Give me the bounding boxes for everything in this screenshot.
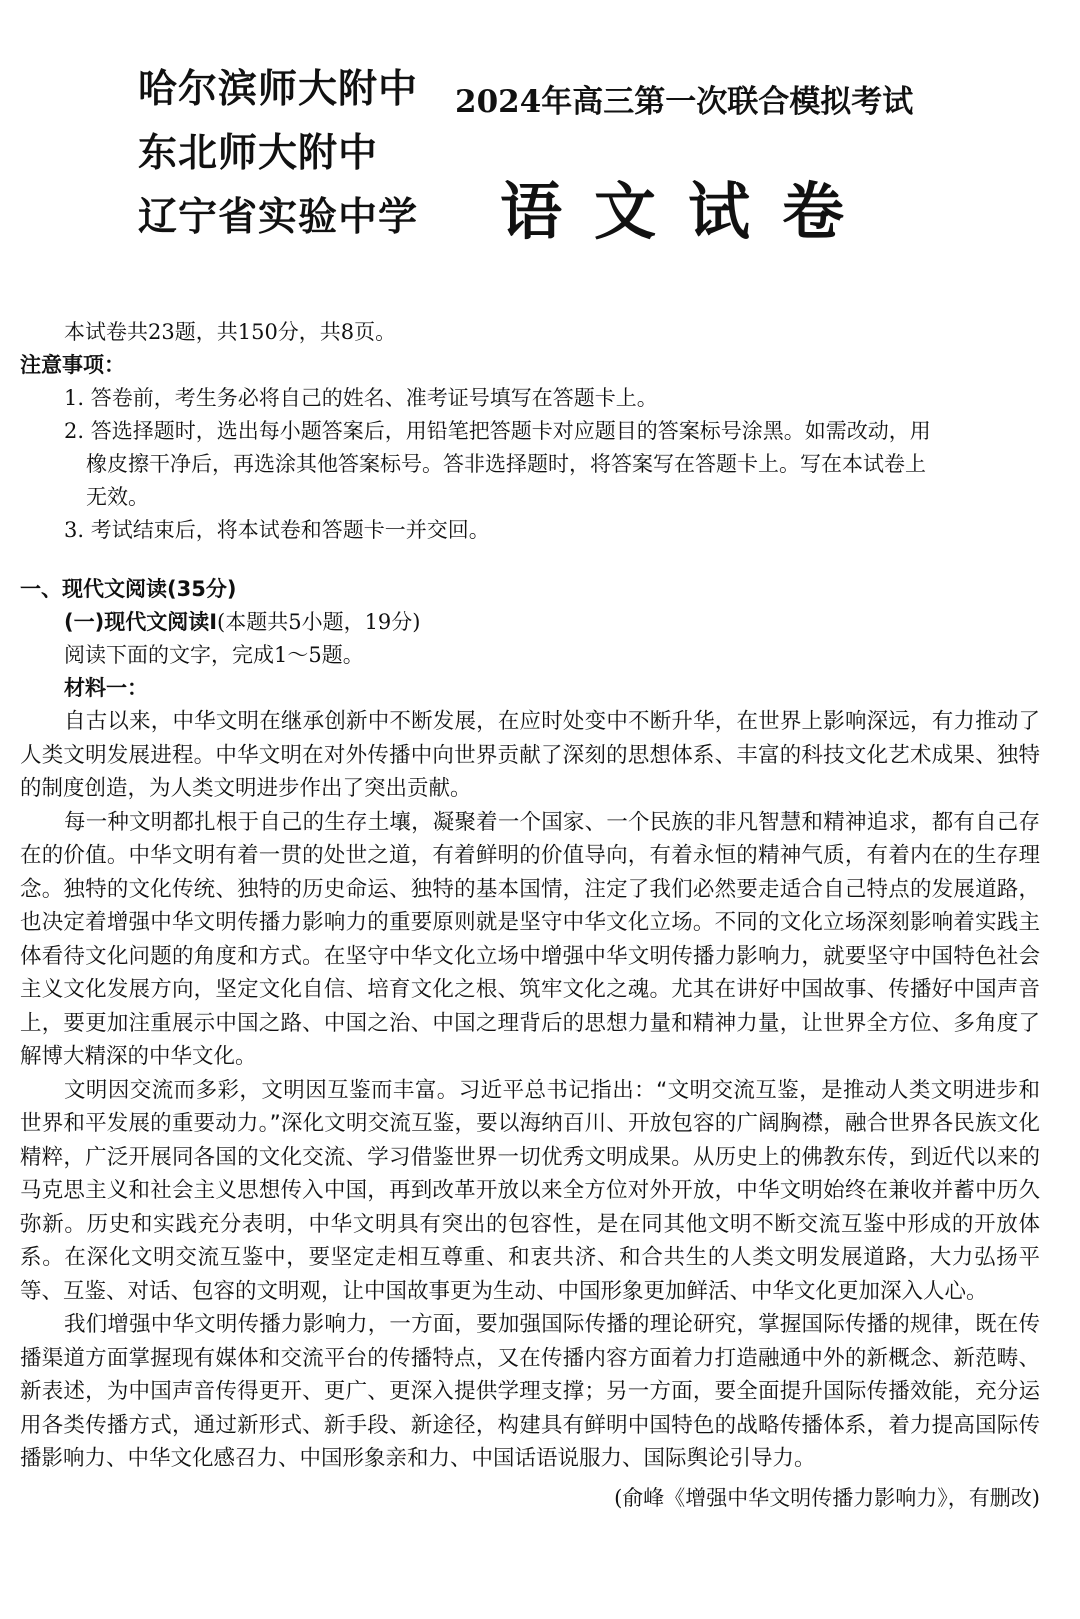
notice-title: 注意事项： — [20, 353, 125, 377]
reading-instruction: 阅读下面的文字，完成1～5题。 — [64, 643, 364, 667]
section-title: 一、现代文阅读(35分) — [20, 577, 237, 601]
exam-intro: 本试卷共23题，共150分，共8页。 — [64, 320, 397, 344]
school-name: 东北师大附中 — [138, 131, 379, 176]
material-label: 材料一： — [64, 676, 148, 700]
school-name: 辽宁省实验中学 — [138, 195, 419, 240]
notice-item: 3. 考试结束后，将本试卷和答题卡一并交回。 — [64, 518, 490, 542]
exam-title: 2024年高三第一次联合模拟考试 — [455, 84, 914, 120]
material-source: (俞峰《增强中华文明传播力影响力》，有删改) — [614, 1485, 1040, 1510]
subsection-title — [20, 606, 1050, 639]
exam-content — [20, 316, 1050, 1516]
paper-title: 语文试卷 — [500, 175, 877, 248]
school-names — [138, 58, 419, 250]
material-paragraph: 自古以来，中华文明在继承创新中不断发展，在应时处变中不断升华，在世界上影响深远，有力推动了人类文明发展进程。中华文明在对外传播中向世界贡献了深刻的思想体系、丰富的科技文化艺术成果、独特的制度创造，为人类文明进步作出了突出贡献。 — [20, 709, 1040, 801]
notice-item-continued: 橡皮擦干净后，再选涂其他答案标号。答非选择题时，将答案写在答题卡上。写在本试卷上 — [86, 452, 926, 476]
notice-item-continued: 无效。 — [86, 485, 149, 509]
notice-item: 1. 答卷前，考生务必将自己的姓名、准考证号填写在答题卡上。 — [64, 386, 658, 410]
material-paragraph: 每一种文明都扎根于自己的生存土壤，凝聚着一个国家、一个民族的非凡智慧和精神追求，都有自己存在的价值。中华文明有着一贯的处世之道，有着鲜明的价值导向，有着永恒的精神气质，有着内在的生存理念。独特的文化传统、独特的历史命运、独特的基本国情，注定了我们必然要走适合自己特点的发展道路，也决定着增强中华文明传播力影响力的重要原则就是坚守中华文化立场。不同的文化立场深刻影响着实践主体看待文化问题的角度和方式。在坚守中华文化立场中增强中华文明传播力影响力，就要坚守中国特色社会主义文化发展方向，坚定文化自信、培育文化之根、筑牢文化之魂。尤其在讲好中国故事、传播好中国声音上，要更加注重展示中国之路、中国之治、中国之理背后的思想力量和精神力量，让世界全方位、多角度了解博大精深的中华文化。 — [20, 809, 1040, 1069]
notice-item: 2. 答选择题时，选出每小题答案后，用铅笔把答题卡对应题目的答案标号涂黑。如需改动，用 — [64, 419, 931, 443]
school-name: 哈尔滨师大附中 — [138, 67, 419, 112]
material-paragraph: 文明因交流而多彩，文明因互鉴而丰富。习近平总书记指出：“文明交流互鉴，是推动人类文明进步和世界和平发展的重要动力。”深化文明交流互鉴，要以海纳百川、开放包容的广阔胸襟，融合世界各民族文化精粹，广泛开展同各国的文化交流、学习借鉴世界一切优秀文明成果。从历史上的佛教东传，到近代以来的马克思主义和社会主义思想传入中国，再到改革开放以来全方位对外开放，中华文明始终在兼收并蓄中历久弥新。历史和实践充分表明，中华文明具有突出的包容性，是在同其他文明不断交流互鉴中形成的开放体系。在深化文明交流互鉴中，要坚定走相互尊重、和衷共济、和合共生的人类文明发展道路，大力弘扬平等、互鉴、对话、包容的文明观，让中国故事更为生动、中国形象更加鲜活、中华文化更加深入人心。 — [20, 1077, 1040, 1304]
subsection-score: (本题共5小题，19分) — [217, 610, 421, 634]
subsection-name: (一)现代文阅读Ⅰ — [64, 610, 218, 634]
material-paragraph: 我们增强中华文明传播力影响力，一方面，要加强国际传播的理论研究，掌握国际传播的规律，既在传播渠道方面掌握现有媒体和交流平台的传播特点，又在传播内容方面着力打造融通中外的新概念、新范畴、新表述，为中国声音传得更开、更广、更深入提供学理支撑；另一方面，要全面提升国际传播效能，充分运用各类传播方式，通过新形式、新手段、新途径，构建具有鲜明中国特色的战略传播体系，着力提高国际传播影响力、中华文化感召力、中国形象亲和力、中国话语说服力、国际舆论引导力。 — [20, 1312, 1040, 1471]
